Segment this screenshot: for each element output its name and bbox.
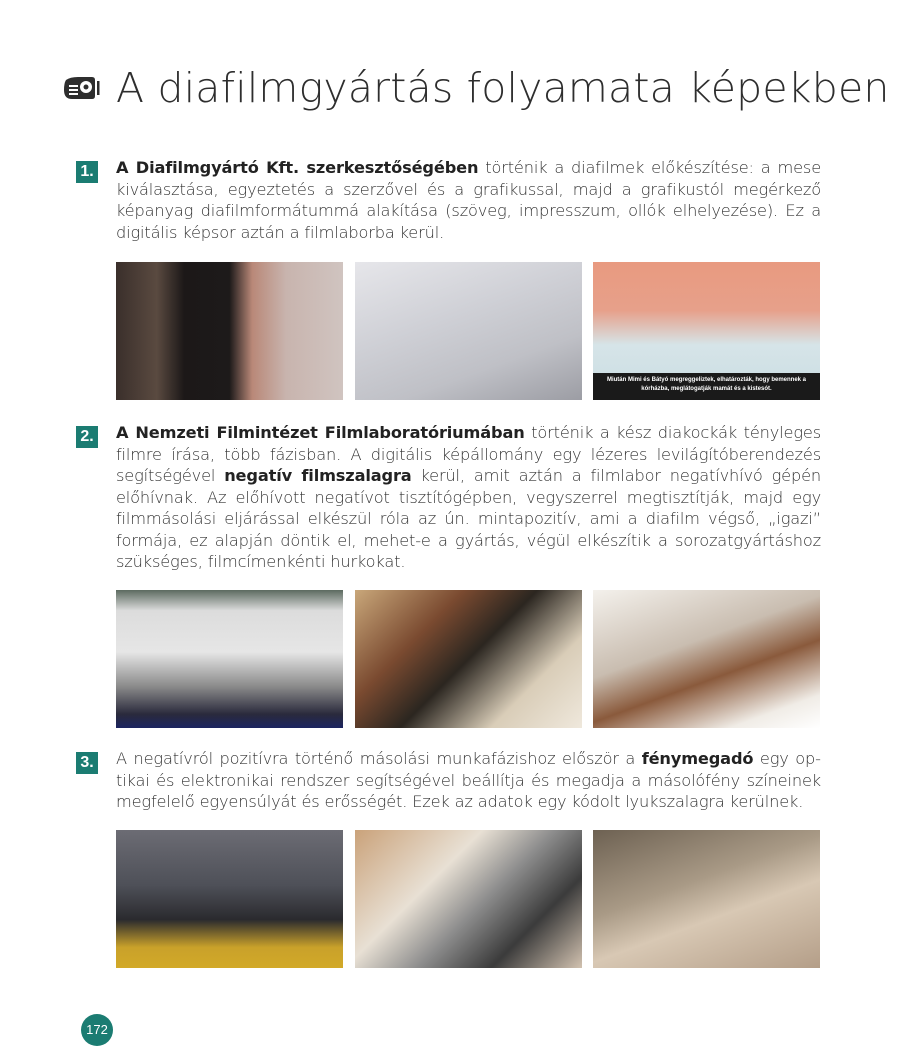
step-number-badge: 3. [76, 752, 98, 774]
step-number-badge: 1. [76, 161, 98, 183]
bold-phrase: A Diafilmgyártó Kft. szerkesztőségében [116, 158, 479, 177]
text-span: egy optikai és elektronikai rendszer segítségével beállítja és megadja a másolófény színeinek megfelelő egyensúlyát és erősségét. Ezek az adatok egy kódolt lyukszalagra kerülnek. [116, 749, 821, 811]
frame-caption: Miután Mimi és Bátyó megreggeliztek, elhatározták, hogy bemennek a kórházba, meglátogatják mamát és a kistesót. [593, 373, 820, 400]
text-span: történik a kész diakockák tényleges filmre írása, több fázisban. A digitális képállomány egy lézeres levilágítóberendezés segítségével [116, 423, 821, 485]
page-number-badge: 172 [81, 1014, 113, 1046]
text-span: kerül, amit aztán a filmlabor negatívhívó gépén előhívnak. Az előhívott negatívot tisztítógépben, vegyszerrel megtisztítják, majd egy filmmásolási eljárással elkészül róla az ún. mintapozitív, ami a diafilm végső, „igazi” formája, ez alapján döntik el, mehet-e a gyártás, végül elkészítik a sorozatgyártáshoz szükséges, filmcímenkénti hurkokat. [116, 466, 821, 571]
control-panel-photo [355, 830, 582, 968]
projector-icon [62, 76, 100, 100]
storyboard-sketch-photo [355, 262, 582, 400]
punched-tape-photo [593, 830, 820, 968]
section-3 [76, 748, 821, 829]
laser-film-recorder-photo [116, 590, 343, 728]
page-header [62, 62, 890, 114]
bold-phrase: negatív filmszalagra [224, 466, 412, 485]
text-span: történik a diafilmek előkészítése: a mese kiválasztása, egyeztetés a szerzővel és a grafikussal, majd a grafikustól megérkező képanyag diafilmformátummá alakítása (szöveg, impresszum, ollók elhelyezése). Ez a digitális képsor aztán a filmlaborba kerül. [116, 158, 821, 242]
section-2 [76, 422, 821, 589]
section-2-text [116, 422, 821, 573]
step-number-badge: 2. [76, 426, 98, 448]
bold-phrase: A Nemzeti Filmintézet Filmlaboratóriumában [116, 423, 525, 442]
section-1 [76, 157, 821, 259]
section-1-text [116, 157, 821, 243]
section-3-photos [116, 830, 820, 968]
color-timer-operator-photo [116, 830, 343, 968]
section-3-text [116, 748, 821, 813]
film-strip-machine-photo [593, 590, 820, 728]
text-span: A negatívról pozitívra történő másolási munkafázishoz először a [116, 749, 642, 768]
bold-phrase: fénymegadó [641, 749, 754, 768]
section-1-photos [116, 262, 820, 400]
illustration-frame-photo [593, 262, 820, 400]
section-2-photos [116, 590, 820, 728]
film-splicer-photo [355, 590, 582, 728]
page-title: A diafilmgyártás folyamata képekben [116, 64, 890, 112]
editorial-meeting-photo [116, 262, 343, 400]
